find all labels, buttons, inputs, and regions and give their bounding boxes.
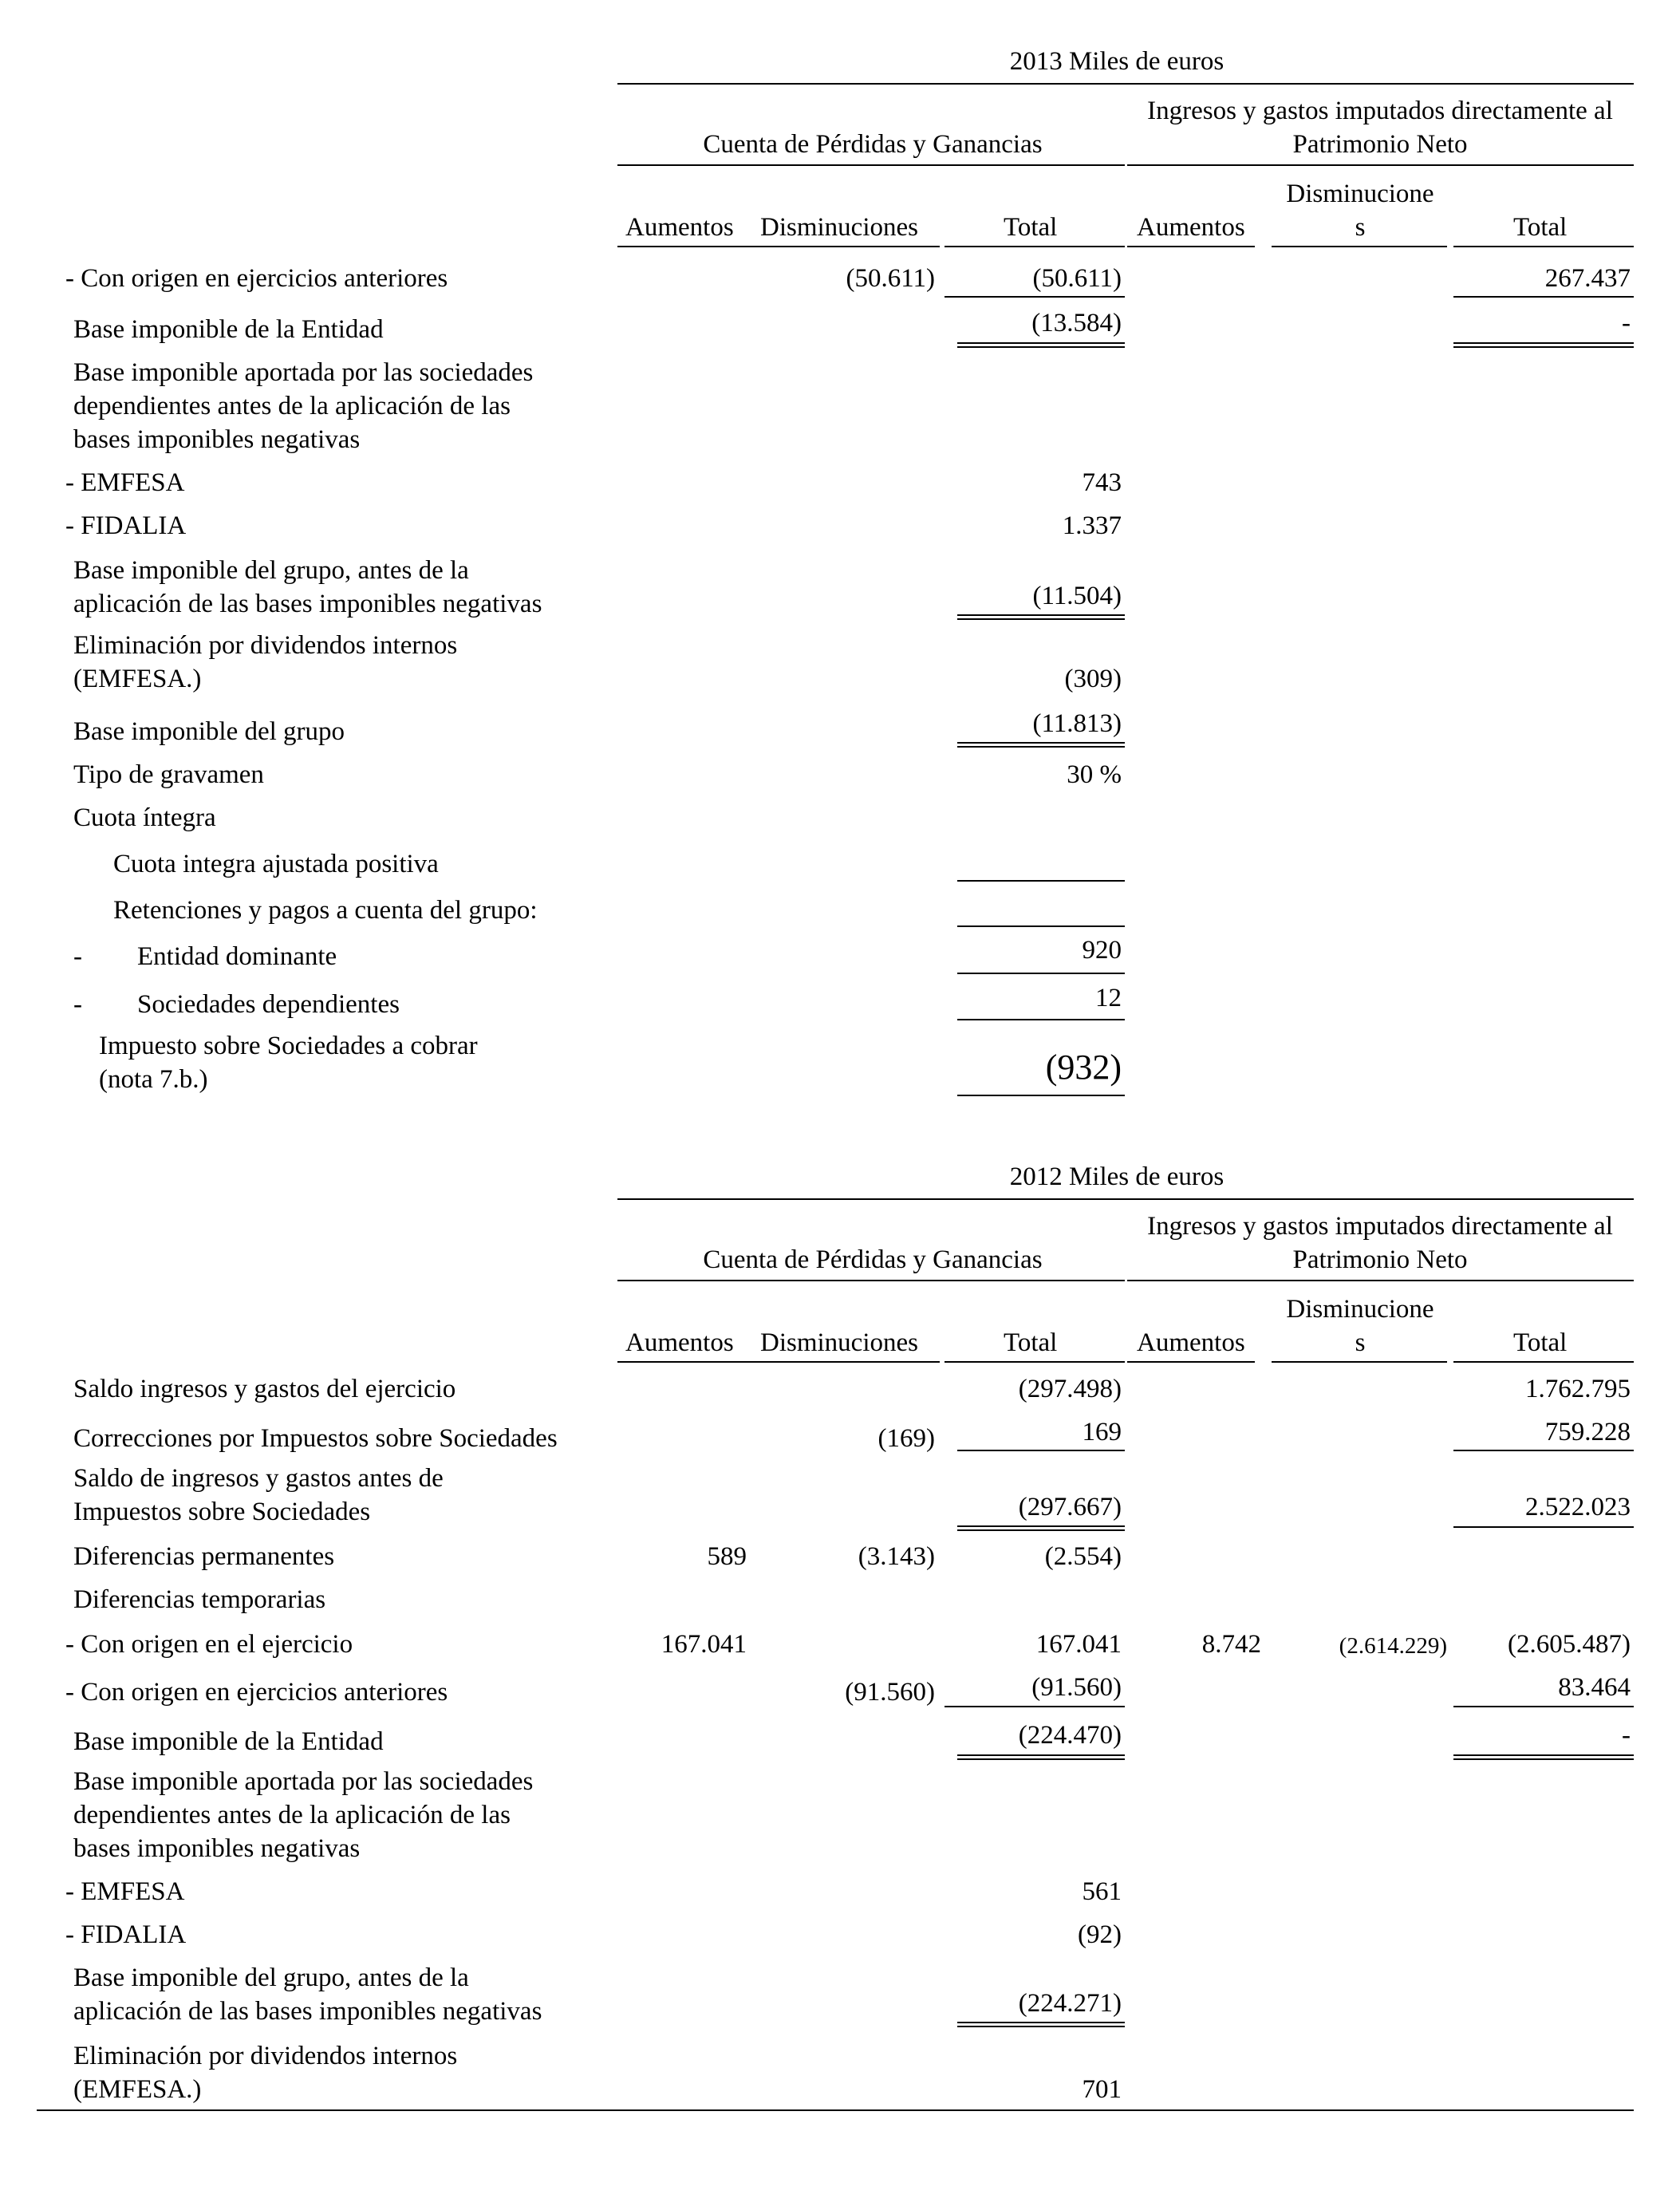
cell-pyg-total: (92) [1078, 1920, 1122, 1949]
row-dash: - [73, 990, 82, 1019]
row-label: - FIDALIA [65, 1920, 187, 1949]
cell-pyg-total: (224.271) [1018, 1989, 1122, 2018]
rule [617, 246, 940, 247]
cell-pyg-disminuciones: (169) [877, 1424, 935, 1453]
cell-pyg-total: (297.667) [1018, 1493, 1122, 1521]
rule [945, 1706, 1125, 1707]
rule [617, 1361, 940, 1363]
row-label: Entidad dominante [137, 942, 337, 971]
header-disminuciones: Disminucione [1286, 180, 1434, 208]
header-disminuciones: Disminucione [1286, 1295, 1434, 1324]
cell-pyg-disminuciones: (91.560) [845, 1678, 935, 1707]
cell-pn-total: - [1622, 309, 1631, 337]
cell-pyg-disminuciones: (3.143) [858, 1542, 935, 1571]
header-aumentos: Aumentos [1137, 1328, 1245, 1357]
header-disminuciones: Disminuciones [760, 1328, 918, 1357]
cell-pyg-aumentos: 589 [707, 1542, 747, 1571]
cell-pyg-total: (50.611) [1032, 264, 1122, 293]
row-label: Impuestos sobre Sociedades [73, 1498, 371, 1526]
rule [945, 246, 1125, 247]
double-rule [957, 742, 1125, 748]
rule [957, 1019, 1125, 1020]
double-rule [957, 1754, 1125, 1760]
cell-pn-aumentos: 8.742 [1201, 1630, 1261, 1659]
cell-pyg-disminuciones: (50.611) [846, 264, 935, 293]
rule [1127, 1280, 1634, 1281]
row-label: Base imponible de la Entidad [73, 1727, 384, 1756]
rule [617, 164, 1125, 166]
row-label: Base imponible de la Entidad [73, 315, 384, 344]
double-rule [957, 2022, 1125, 2027]
rule [1272, 1361, 1447, 1363]
header-total: Total [1004, 1328, 1058, 1357]
row-label: bases imponibles negativas [73, 1834, 361, 1863]
row-label: aplicación de las bases imponibles negativas [73, 1997, 542, 2026]
cell-pyg-total: (309) [1064, 665, 1122, 693]
row-label: aplicación de las bases imponibles negativas [73, 590, 542, 618]
cell-pn-total: (2.605.487) [1508, 1630, 1631, 1659]
double-rule [1453, 1754, 1634, 1760]
double-rule [957, 342, 1125, 348]
rule [617, 1198, 1634, 1200]
rule [1453, 1361, 1634, 1363]
row-label: Base imponible del grupo, antes de la [73, 556, 469, 585]
row-label: - EMFESA [65, 468, 185, 497]
rule [1453, 1706, 1634, 1707]
double-rule [957, 614, 1125, 620]
header-disminuciones: s [1355, 213, 1366, 242]
row-label: - Con origen en ejercicios anteriores [65, 1678, 448, 1707]
row-label: Cuota íntegra [73, 803, 216, 832]
rule [957, 1095, 1125, 1096]
row-label: - Con origen en el ejercicio [65, 1630, 353, 1659]
header-total: Total [1513, 1328, 1568, 1357]
rule [1127, 164, 1634, 166]
cell-pyg-aumentos: 167.041 [661, 1630, 747, 1659]
row-label: Eliminación por dividendos internos [73, 2042, 458, 2070]
page-bottom-rule [37, 2109, 1634, 2111]
row-label: Cuota integra ajustada positiva [113, 850, 439, 878]
rule [617, 1280, 1125, 1281]
row-label: Eliminación por dividendos internos [73, 631, 458, 660]
cell-pyg-total: (11.504) [1032, 582, 1122, 610]
cell-pyg-total: (297.498) [1018, 1375, 1122, 1403]
header-patrimonio: Ingresos y gastos imputados directamente al Patrimonio Neto [1147, 1212, 1613, 1274]
cell-pyg-total: 167.041 [1035, 1630, 1122, 1659]
header-disminuciones: s [1355, 1328, 1366, 1357]
row-dash: - [73, 942, 82, 971]
cell-pyg-total: 920 [1082, 936, 1122, 965]
row-label: Diferencias permanentes [73, 1542, 335, 1571]
cell-pyg-total: 12 [1095, 984, 1122, 1012]
rule [1453, 1526, 1634, 1528]
cell-pyg-total: 169 [1082, 1418, 1122, 1446]
header-pyg: Cuenta de Pérdidas y Ganancias [703, 1245, 1043, 1274]
double-rule [1453, 342, 1634, 348]
rule [945, 1361, 1125, 1363]
cell-pyg-total: 30 % [1067, 760, 1122, 789]
section-title: 2013 Miles de euros [1009, 47, 1225, 76]
row-label: Correcciones por Impuestos sobre Sociedades [73, 1424, 558, 1453]
row-label: - FIDALIA [65, 511, 187, 540]
cell-pyg-total: (224.470) [1018, 1721, 1122, 1750]
row-label: (EMFESA.) [73, 665, 202, 693]
row-label: bases imponibles negativas [73, 425, 361, 454]
rule [1453, 246, 1634, 247]
cell-pn-total: 83.464 [1558, 1673, 1631, 1702]
row-label: dependientes antes de la aplicación de las [73, 1801, 511, 1829]
header-total: Total [1513, 213, 1568, 242]
rule [957, 1450, 1125, 1451]
header-aumentos: Aumentos [625, 213, 734, 242]
row-label: Diferencias temporarias [73, 1585, 326, 1614]
cell-pyg-total: 743 [1082, 468, 1122, 497]
row-label: (EMFESA.) [73, 2075, 202, 2104]
cell-pn-total: 759.228 [1544, 1418, 1631, 1446]
header-aumentos: Aumentos [625, 1328, 734, 1357]
row-label: Impuesto sobre Sociedades a cobrar [99, 1032, 478, 1060]
cell-pn-total: - [1622, 1721, 1631, 1750]
row-label: Base imponible del grupo, antes de la [73, 1963, 469, 1992]
row-label: (nota 7.b.) [99, 1065, 208, 1094]
rule [957, 973, 1125, 974]
row-label: Base imponible del grupo [73, 717, 345, 746]
cell-pyg-total: 561 [1082, 1877, 1122, 1906]
rule [1272, 246, 1447, 247]
section-title: 2012 Miles de euros [1009, 1162, 1225, 1191]
row-label: - EMFESA [65, 1877, 185, 1906]
cell-pyg-total: 1.337 [1062, 511, 1122, 540]
row-label: Base imponible aportada por las sociedades [73, 1767, 534, 1796]
row-label: - Con origen en ejercicios anteriores [65, 264, 448, 293]
cell-pyg-total: (13.584) [1031, 309, 1122, 337]
rule [1127, 1361, 1255, 1363]
cell-pyg-total-result: (932) [1045, 1048, 1122, 1087]
rule [957, 880, 1125, 882]
cell-pn-disminuciones: (2.614.229) [1339, 1633, 1447, 1659]
cell-pyg-total: 701 [1082, 2075, 1122, 2104]
cell-pyg-total: (11.813) [1032, 709, 1122, 738]
cell-pyg-total: (2.554) [1044, 1542, 1122, 1571]
header-total: Total [1004, 213, 1058, 242]
rule [1127, 246, 1255, 247]
row-label: Tipo de gravamen [73, 760, 264, 789]
rule [957, 925, 1125, 927]
row-label: Saldo de ingresos y gastos antes de [73, 1464, 444, 1493]
rule [1453, 1450, 1634, 1451]
header-pyg: Cuenta de Pérdidas y Ganancias [703, 130, 1043, 159]
row-label: Base imponible aportada por las sociedades [73, 358, 534, 387]
row-label: Sociedades dependientes [137, 990, 400, 1019]
cell-pyg-total: (91.560) [1031, 1673, 1122, 1702]
header-disminuciones: Disminuciones [760, 213, 918, 242]
row-label: Retenciones y pagos a cuenta del grupo: [113, 896, 538, 925]
rule [617, 83, 1634, 85]
double-rule [957, 1525, 1125, 1531]
rule [1453, 296, 1634, 298]
rule [945, 296, 1125, 298]
cell-pn-total: 2.522.023 [1525, 1493, 1631, 1521]
cell-pn-total: 267.437 [1544, 264, 1631, 293]
row-label: dependientes antes de la aplicación de las [73, 392, 511, 420]
header-patrimonio: Ingresos y gastos imputados directamente al Patrimonio Neto [1147, 97, 1613, 159]
header-aumentos: Aumentos [1137, 213, 1245, 242]
row-label: Saldo ingresos y gastos del ejercicio [73, 1375, 456, 1403]
cell-pn-total: 1.762.795 [1525, 1375, 1631, 1403]
